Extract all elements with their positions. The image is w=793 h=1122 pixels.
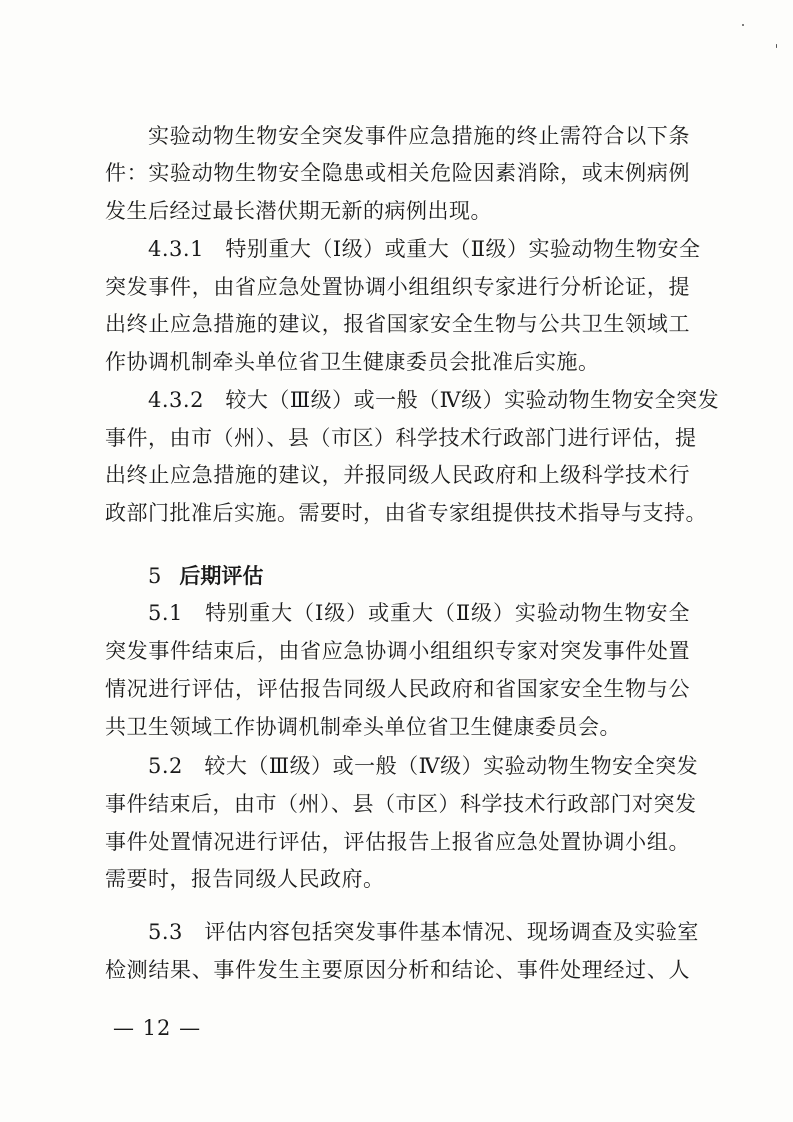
section-heading (148, 558, 263, 594)
paragraph-line: 事件结束后，由市（州）、县（市区）科学技术行政部门对突发 (105, 792, 697, 816)
paragraph-line: 发生后经过最长潜伏期无新的病例出现。 (105, 199, 492, 223)
scan-speck (776, 44, 777, 48)
paragraph-line: 需要时，报告同级人民政府。 (105, 867, 385, 891)
paragraph-line: 5.3 评估内容包括突发事件基本情况、现场调查及实验室 (148, 920, 699, 944)
paragraph-line: 件：实验动物生物安全隐患或相关危险因素消除，或末例病例 (105, 161, 690, 185)
paragraph-line: 事件，由市（州）、县（市区）科学技术行政部门进行评估，提 (105, 426, 697, 450)
paragraph-line: 实验动物生物安全突发事件应急措施的终止需符合以下条 (148, 124, 690, 148)
paragraph-line: 事件处置情况进行评估，评估报告上报省应急处置协调小组。 (105, 830, 690, 854)
paragraph-line: 情况进行评估，评估报告同级人民政府和省国家安全生物与公 (105, 677, 690, 701)
paragraph-line: 4.3.2 较大（Ⅲ级）或一般（Ⅳ级）实验动物生物安全突发 (148, 388, 720, 412)
paragraph-line: 5.1 特别重大（Ⅰ级）或重大（Ⅱ级）实验动物生物安全 (148, 601, 690, 625)
paragraph-line: 共卫生领域工作协调机制牵头单位省卫生健康委员会。 (105, 715, 621, 739)
paragraph-line: 作协调机制牵头单位省卫生健康委员会批准后实施。 (105, 350, 600, 374)
paragraph-line: 突发事件结束后，由省应急协调小组组织专家对突发事件处置 (105, 639, 690, 663)
scan-speck (742, 24, 744, 26)
paragraph-line: 5.2 较大（Ⅲ级）或一般（Ⅳ级）实验动物生物安全突发 (148, 754, 699, 778)
section-heading-number: 5 (148, 564, 162, 588)
paragraph-line: 出终止应急措施的建议，并报同级人民政府和上级科学技术行 (105, 463, 690, 487)
paragraph-line: 检测结果、事件发生主要原因分析和结论、事件处理经过、人 (105, 958, 690, 982)
paragraph-line: 突发事件，由省应急处置协调小组组织专家进行分析论证，提 (105, 275, 690, 299)
page-number: — 12 — (113, 1016, 202, 1040)
paragraph-line: 4.3.1 特别重大（Ⅰ级）或重大（Ⅱ级）实验动物生物安全 (148, 237, 701, 261)
paragraph-line: 出终止应急措施的建议，报省国家安全生物与公共卫生领域工 (105, 312, 690, 336)
section-heading-title: 后期评估 (179, 564, 264, 588)
paragraph-line: 政部门批准后实施。需要时，由省专家组提供技术指导与支持。 (105, 501, 707, 525)
